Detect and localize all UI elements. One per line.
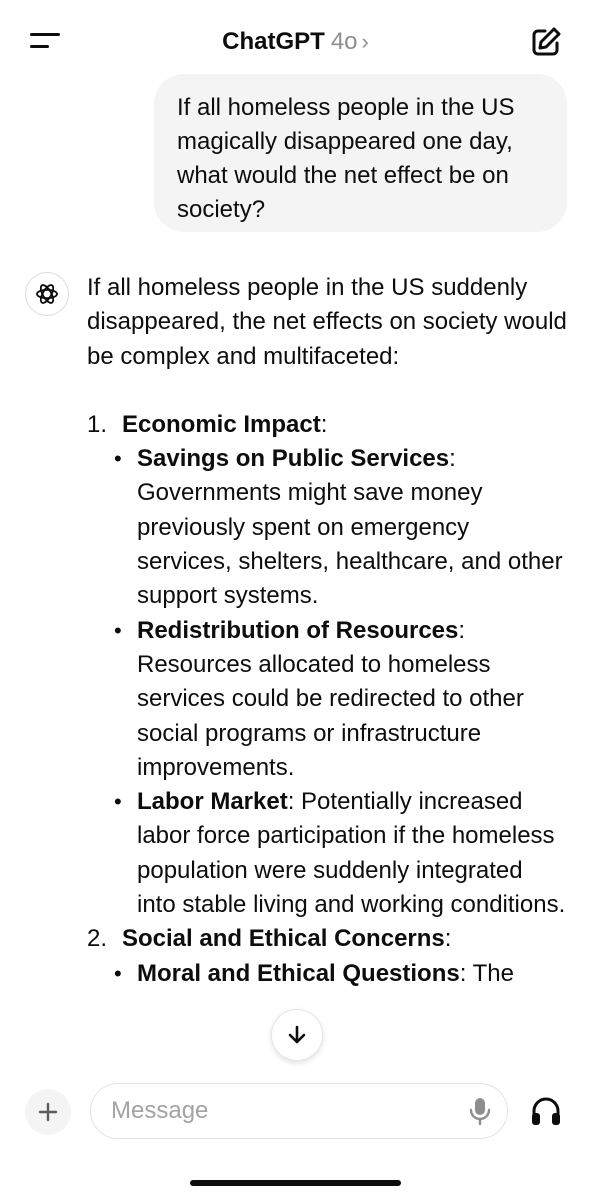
numbered-section: 1. Economic Impact: xyxy=(87,408,567,442)
edit-icon[interactable] xyxy=(528,24,564,60)
bullet-dot: • xyxy=(114,789,122,815)
bullet-text: The xyxy=(472,959,514,987)
section-number: 1. xyxy=(87,410,108,438)
message-input[interactable] xyxy=(90,1083,508,1139)
app-title: ChatGPT xyxy=(222,28,325,55)
bullet-text: Resources allocated to homeless services could be redirected to other social programs or infrastructure improvements. xyxy=(137,650,524,781)
arrow-down-icon xyxy=(285,1023,309,1047)
model-name: 4o xyxy=(330,28,358,55)
bullet-dot: • xyxy=(114,617,122,643)
numbered-section: 2. Social and Ethical Concerns: xyxy=(87,922,567,956)
section-number: 2. xyxy=(87,925,108,953)
user-message: If all homeless people in the US magically disappeared one day, what would the net effect be on society? xyxy=(154,74,567,232)
answer-intro: If all homeless people in the US suddenly disappeared, the net effects on society would be complex and multifaceted: xyxy=(87,274,567,370)
message-placeholder: Message xyxy=(111,1097,209,1124)
section-title: Social and Ethical Concerns xyxy=(122,925,445,953)
bullet-title: Moral and Ethical Questions xyxy=(137,959,460,987)
bullet-item: • Savings on Public Services: Governments might save money previously spent on emergency services, shelters, healthcare, and other support systems. xyxy=(87,442,567,613)
scroll-down-button[interactable] xyxy=(271,1009,323,1061)
home-indicator xyxy=(190,1180,401,1186)
mic-icon[interactable] xyxy=(466,1096,494,1126)
paragraph-gap xyxy=(87,374,567,408)
bullet-item: • Labor Market: Potentially increased labor force participation if the homeless population were suddenly integrated into stable living and working conditions. xyxy=(87,785,567,922)
bullet-dot: • xyxy=(114,960,122,986)
bullet-text: Potentially increased labor force participation if the homeless population were suddenly integrated into stable living and working conditions. xyxy=(137,788,566,919)
bullet-text: Governments might save money previously spent on emergency services, shelters, healthcare, and other support systems. xyxy=(137,479,563,610)
plus-icon[interactable] xyxy=(25,1089,71,1135)
chevron-right-icon: › xyxy=(361,29,369,54)
bullet-title: Labor Market xyxy=(137,788,288,816)
chatgpt-logo-icon xyxy=(25,272,69,316)
bullet-title: Savings on Public Services xyxy=(137,445,450,473)
bullet-item: • Redistribution of Resources: Resources allocated to homeless services could be redirected to other social programs or infrastructure improvements. xyxy=(87,614,567,785)
bullet-title: Redistribution of Resources xyxy=(137,616,459,644)
bullet-item: • Moral and Ethical Questions: The xyxy=(87,957,567,991)
bullet-dot: • xyxy=(114,446,122,472)
model-selector[interactable] xyxy=(0,26,591,58)
headphones-icon[interactable] xyxy=(528,1093,564,1129)
assistant-message xyxy=(87,271,567,991)
section-title: Economic Impact xyxy=(122,410,321,438)
